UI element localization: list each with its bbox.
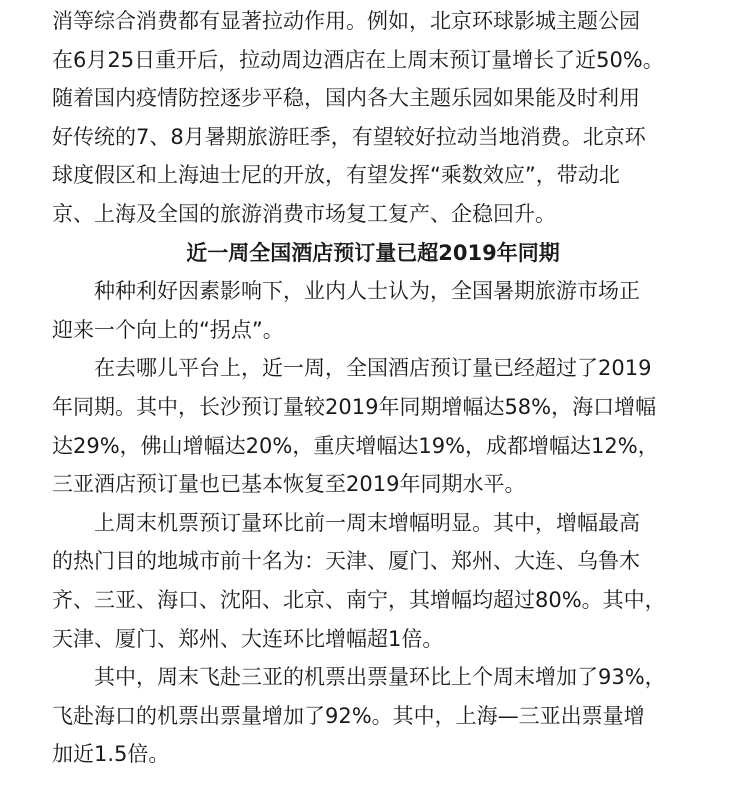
text-line: 在6月25日重开后，拉动周边酒店在上周末预订量增长了近50%。 — [52, 47, 664, 72]
text-line: 飞赴海口的机票出票量增加了92%。其中，上海—三亚出票量增 — [52, 703, 645, 728]
text-line: 齐、三亚、海口、沈阳、北京、南宁，其增幅均超过80%。其中， — [52, 587, 666, 612]
text-line: 在去哪儿平台上，近一周，全国酒店预订量已经超过了2019 — [94, 356, 652, 381]
section-subheading: 近一周全国酒店预订量已超2019年同期 — [186, 240, 560, 265]
text-line: 天津、厦门、郑州、大连环比增幅超1倍。 — [52, 626, 444, 651]
text-line: 达29%，佛山增幅达20%，重庆增幅达19%，成都增幅达12%， — [52, 433, 659, 458]
text-line: 种种利好因素影响下，业内人士认为，全国暑期旅游市场正 — [94, 279, 640, 304]
intro-paragraph — [52, 2, 702, 234]
text-line: 迎来一个向上的“拐点”。 — [52, 317, 284, 342]
paragraph-ticket-issuance — [52, 658, 702, 774]
text-line: 消等综合消费都有显著拉动作用。例如，北京环球影城主题公园 — [52, 9, 640, 33]
text-line: 随着国内疫情防控逐步平稳，国内各大主题乐园如果能及时利用 — [52, 86, 640, 111]
text-line: 三亚酒店预订量也已基本恢复至2019年同期水平。 — [52, 472, 526, 497]
paragraph-turning-point — [52, 272, 702, 349]
text-line: 好传统的7、8月暑期旅游旺季，有望较好拉动当地消费。北京环 — [52, 124, 646, 149]
paragraph-hotel-bookings — [52, 349, 702, 503]
text-line: 上周末机票预订量环比前一周末增幅明显。其中，增幅最高 — [94, 510, 640, 535]
text-line: 的热门目的地城市前十名为：天津、厦门、郑州、大连、乌鲁木 — [52, 549, 640, 574]
text-line: 球度假区和上海迪士尼的开放，有望发挥“乘数效应”，带动北 — [52, 163, 620, 188]
text-line: 其中，周末飞赴三亚的机票出票量环比上个周末增加了93%， — [94, 665, 666, 690]
text-line: 加近1.5倍。 — [52, 742, 170, 767]
text-line: 年同期。其中，长沙预订量较2019年同期增幅达58%，海口增幅 — [52, 394, 657, 419]
text-line: 京、上海及全国的旅游消费市场复工复产、企稳回升。 — [52, 201, 556, 226]
paragraph-flight-bookings — [52, 504, 702, 658]
